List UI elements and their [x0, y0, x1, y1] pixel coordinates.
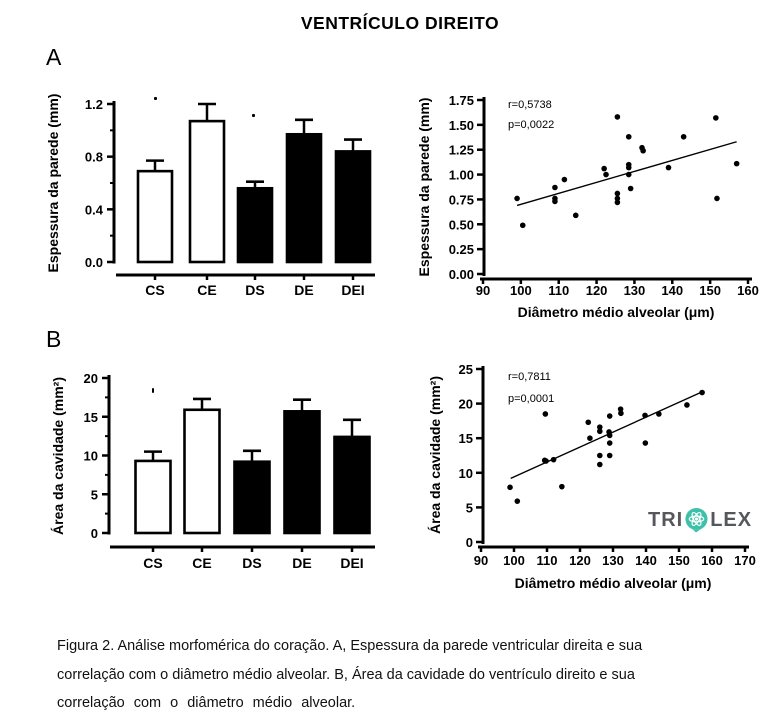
- svg-text:160: 160: [701, 553, 723, 568]
- svg-text:Área da cavidade (mm²): Área da cavidade (mm²): [427, 376, 443, 534]
- atom-icon: [684, 507, 709, 533]
- svg-text:140: 140: [635, 553, 657, 568]
- svg-text:p=0,0001: p=0,0001: [508, 393, 555, 405]
- svg-text:DE: DE: [294, 282, 314, 298]
- svg-text:CS: CS: [143, 555, 163, 571]
- svg-text:1.2: 1.2: [84, 97, 103, 112]
- svg-text:p=0,0022: p=0,0022: [508, 119, 555, 131]
- triplex-watermark: [648, 507, 752, 533]
- svg-text:Diâmetro médio alveolar (μm): Diâmetro médio alveolar (μm): [517, 304, 715, 320]
- svg-text:90: 90: [475, 283, 491, 298]
- svg-text:CE: CE: [192, 555, 212, 571]
- stray-mark: [154, 97, 157, 100]
- svg-text:90: 90: [473, 553, 489, 568]
- svg-text:150: 150: [699, 283, 721, 298]
- svg-text:160: 160: [737, 283, 759, 298]
- svg-text:r=0,5738: r=0,5738: [508, 99, 552, 111]
- caption-line-1: Figura 2. Análise morfomérica do coração. A, Espessura da parede ventricular direita e sua: [57, 638, 643, 654]
- panel-b-scatter-plot: [400, 350, 771, 618]
- svg-text:0.8: 0.8: [84, 149, 103, 165]
- svg-text:0.00: 0.00: [448, 267, 474, 282]
- panel-a-scatter-plot: [400, 85, 771, 335]
- svg-text:CE: CE: [197, 282, 217, 298]
- panel-a-label: A: [46, 44, 62, 70]
- stray-mark: [252, 114, 255, 117]
- caption-line-2: correlação com o diâmetro médio alveolar. B, Área da cavidade do ventrículo direito e sua: [57, 666, 635, 683]
- svg-text:r=0,7811: r=0,7811: [508, 371, 551, 383]
- svg-text:0.25: 0.25: [448, 242, 474, 258]
- svg-text:10: 10: [83, 448, 98, 464]
- svg-text:Espessura da parede (mm): Espessura da parede (mm): [416, 97, 432, 277]
- svg-text:140: 140: [661, 283, 684, 298]
- svg-text:5: 5: [90, 487, 98, 503]
- svg-text:150: 150: [668, 553, 690, 568]
- svg-text:0: 0: [465, 535, 473, 550]
- svg-text:20: 20: [458, 396, 473, 412]
- watermark-text-right: LEX: [710, 508, 753, 531]
- svg-text:1.25: 1.25: [448, 142, 474, 158]
- svg-text:130: 130: [602, 553, 624, 568]
- svg-text:DS: DS: [245, 282, 265, 298]
- svg-text:DEI: DEI: [341, 282, 365, 298]
- figure-caption: [57, 632, 739, 718]
- svg-text:DE: DE: [292, 555, 312, 571]
- panel-b-bar-chart: [30, 360, 402, 612]
- panel-a-bar-chart: [30, 85, 402, 325]
- figure-title: VENTRÍCULO DIREITO: [300, 13, 500, 33]
- svg-text:170: 170: [734, 553, 756, 568]
- svg-text:15: 15: [458, 431, 473, 447]
- svg-text:0.4: 0.4: [84, 202, 103, 218]
- stray-mark: [152, 388, 154, 393]
- svg-text:Espessura da parede (mm): Espessura da parede (mm): [45, 93, 61, 273]
- svg-text:1.50: 1.50: [448, 117, 474, 133]
- caption-line-3: correlação com o diâmetro médio alveolar.: [57, 695, 356, 711]
- panel-b-label: B: [46, 326, 62, 352]
- svg-text:15: 15: [83, 409, 98, 425]
- svg-text:1.00: 1.00: [448, 167, 474, 183]
- svg-text:25: 25: [458, 362, 473, 377]
- svg-text:DEI: DEI: [340, 555, 364, 571]
- svg-text:0: 0: [90, 526, 98, 541]
- svg-text:120: 120: [569, 553, 591, 568]
- svg-text:20: 20: [83, 371, 98, 386]
- svg-text:10: 10: [458, 465, 473, 481]
- svg-text:100: 100: [503, 553, 525, 568]
- svg-text:1.75: 1.75: [448, 93, 474, 108]
- svg-text:CS: CS: [145, 282, 165, 298]
- watermark-text-left: TRI: [648, 508, 684, 531]
- svg-text:110: 110: [536, 553, 558, 568]
- svg-text:5: 5: [465, 500, 473, 516]
- svg-text:0.75: 0.75: [448, 192, 474, 208]
- svg-text:Diâmetro médio alveolar (μm): Diâmetro médio alveolar (μm): [514, 575, 712, 591]
- svg-text:DS: DS: [242, 555, 262, 571]
- svg-text:0.50: 0.50: [448, 217, 474, 233]
- svg-text:110: 110: [548, 283, 570, 298]
- svg-text:0.0: 0.0: [84, 255, 103, 270]
- svg-text:120: 120: [585, 283, 608, 298]
- svg-text:130: 130: [623, 283, 646, 298]
- svg-text:Área da cavidade (mm²): Área da cavidade (mm²): [50, 377, 66, 535]
- svg-text:100: 100: [510, 283, 532, 298]
